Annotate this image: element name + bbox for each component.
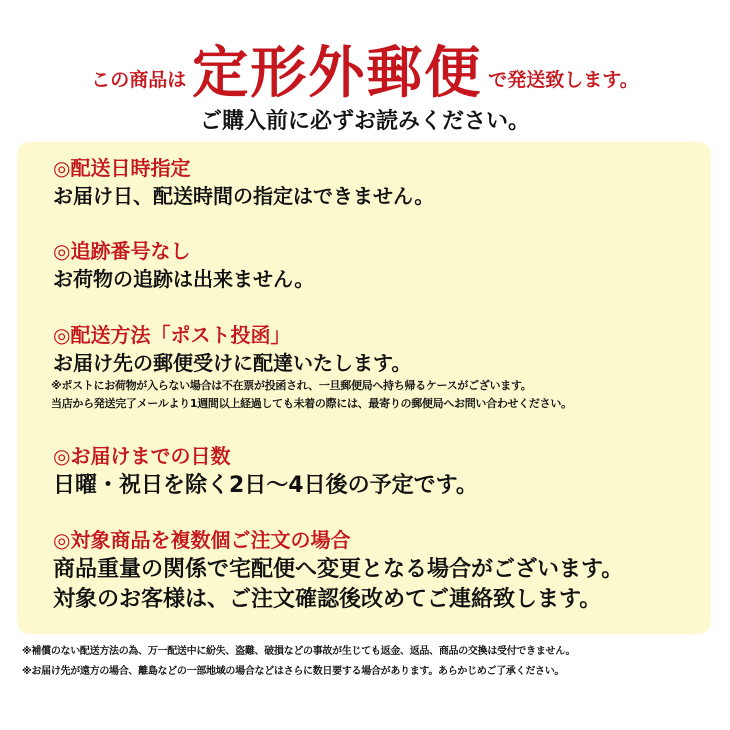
section-heading-delivery-time: ◎配送日時指定: [53, 156, 191, 180]
section-body-tracking: お荷物の追跡は出来ません。: [53, 267, 315, 291]
section-heading-delivery-method: ◎配送方法「ポスト投函」: [53, 323, 291, 347]
shipping-method-title: [0, 20, 730, 110]
section-heading-multiple-order: ◎対象商品を複数個ご注文の場合: [53, 528, 351, 552]
title-method: 定形外郵便: [192, 41, 483, 106]
section-heading-tracking: ◎追跡番号なし: [53, 239, 191, 263]
section-note-1: ※ポストにお荷物が入らない場合は不在票が投函され、一旦郵便局へ持ち帰るケースがございます。: [51, 379, 532, 392]
section-body-delivery-days: 日曜・祝日を除く2日〜4日後の予定です。: [53, 473, 478, 498]
section-body-delivery-time: お届け日、配送時間の指定はできません。: [53, 184, 435, 208]
title-suffix: で発送致します。: [488, 69, 639, 91]
section-body-delivery-method: お届け先の郵便受けに配達いたします。: [53, 351, 412, 375]
section-heading-delivery-days: ◎お届けまでの日数: [53, 444, 231, 468]
section-note-2: 当店から発送完了メールより1週間以上経過しても未着の際には、最寄りの郵便局へお問い合わせください。: [51, 397, 572, 410]
title-prefix: この商品は: [91, 69, 187, 91]
footnote-1: ※補償のない配送方法の為、万一配送中に紛失、盗難、破損などの事故が生じても返金、返品、商品の交換は受付できません。: [22, 646, 576, 657]
info-panel: [17, 142, 711, 634]
section-body-multiple-order-2: 対象のお客様は、ご注文確認後改めてご連絡致します。: [53, 587, 602, 612]
page-subtitle: ご購入前に必ずお読みください。: [199, 109, 530, 134]
footnote-2: ※お届け先が遠方の場合、離島などの一部地域の場合などはさらに数日要する場合があります。あらかじめご了承ください。: [22, 666, 565, 677]
section-body-multiple-order-1: 商品重量の関係で宅配便へ変更となる場合がございます。: [53, 557, 624, 582]
